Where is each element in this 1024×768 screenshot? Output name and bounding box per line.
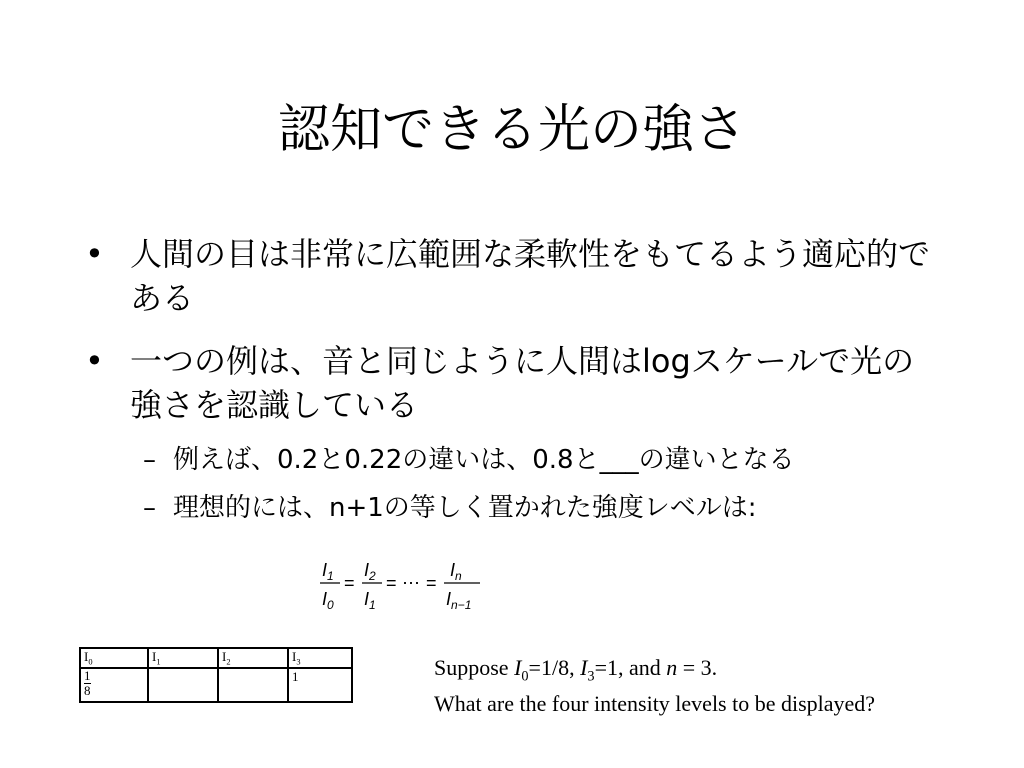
table-cell (218, 668, 288, 702)
bullet-text: 人間の目は非常に広範囲な柔軟性をもてるよう適応的である (130, 235, 931, 317)
formula-numerator: $I_2$ (364, 560, 376, 583)
table-cell: 1 (288, 668, 352, 702)
table-row (80, 668, 352, 702)
table-header-cell: $I_0$ (80, 648, 148, 668)
table-header-cell: $I_3$ (288, 648, 352, 668)
ratio-formula (318, 554, 488, 614)
slide-title: 認知できる光の強さ (277, 100, 746, 160)
sub-bullet-marker: – (143, 493, 156, 523)
table-header-cell: $I_2$ (218, 648, 288, 668)
formula-equals: = (344, 573, 355, 593)
bullet-marker: • (85, 235, 104, 273)
formula-denominator: $I_1$ (364, 589, 376, 612)
table-cell (80, 668, 148, 702)
formula-equals: = (426, 573, 437, 593)
formula-denominator: $I_{n-1}$ (446, 589, 472, 612)
formula-numerator: $I_1$ (322, 560, 334, 583)
question-line-2: What are the four intensity levels to be displayed? (434, 691, 876, 717)
intensity-table (79, 647, 353, 703)
sub-bullet-text: 理想的には、n+1の等しく置かれた強度レベルは: (173, 493, 757, 523)
sub-bullet-text: 例えば、0.2と0.22の違いは、0.8と___の違いとなる (173, 445, 795, 475)
bullet-marker: • (85, 342, 104, 380)
bullet-text: 一つの例は、音と同じように人間はlogスケールで光の強さを認識している (130, 342, 915, 424)
fraction: $\frac{1}{8}$ (84, 667, 91, 698)
formula-numerator: $I_n$ (450, 560, 462, 583)
formula-equals: = (386, 573, 397, 593)
table-header-row (80, 648, 352, 668)
question-text (434, 654, 875, 718)
table-cell (148, 668, 218, 702)
sub-bullet-marker: – (143, 445, 156, 475)
question-line-1: Suppose $I_0=1/8$, $I_3=1$, and n = 3. (434, 655, 718, 685)
table-header-cell: $I_1$ (148, 648, 218, 668)
formula-ellipsis: ⋯ (402, 573, 420, 593)
formula-denominator: $I_0$ (322, 589, 334, 612)
